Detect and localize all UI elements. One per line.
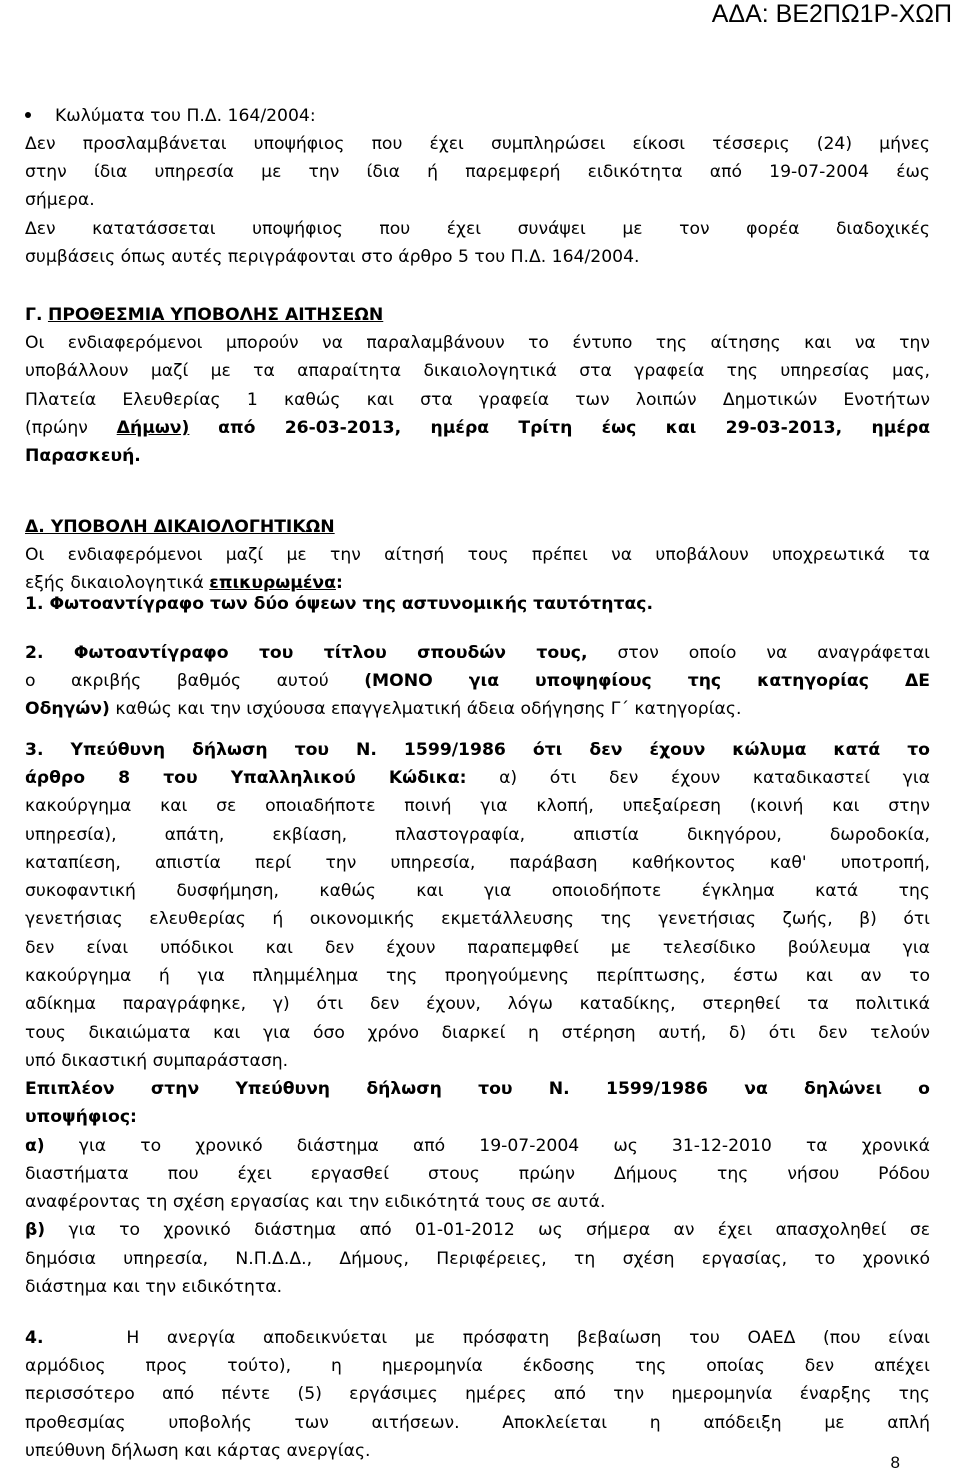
docs-colon: : xyxy=(335,573,343,593)
docs-item-2-bold: Οδηγών) xyxy=(25,699,110,719)
docs-item-3-marker: α) xyxy=(25,1136,45,1156)
deadline-line: Οι ενδιαφερόμενοι μπορούν να παραλαμβάνουν το έντυπο της αίτησης και να την xyxy=(25,333,930,353)
docs-item-4-line: προθεσμίας υποβολής των αιτήσεων. Αποκλείεται η απόδειξη με απλή xyxy=(25,1413,930,1433)
docs-item-3-line: διαστήματα που έχει εργασθεί στους πρώην Δήμους της νήσου Ρόδου xyxy=(25,1164,930,1184)
deadline-line xyxy=(25,441,930,471)
obstacles-line: συμβάσεις όπως αυτές περιγράφονται στο άρθρο 5 του Π.Δ. 164/2004. xyxy=(25,247,640,267)
docs-item-1 xyxy=(25,589,930,619)
deadline-heading xyxy=(25,300,930,330)
deadline-prefix: Γ. xyxy=(25,305,43,325)
docs-item-3-line: δημόσια υπηρεσία, Ν.Π.Δ.Δ., Δήμους, Περιφέρειες, τη σχέση εργασίας, το χρονικό xyxy=(25,1249,930,1269)
docs-item-3-line xyxy=(25,1102,930,1132)
docs-item-3-line: κακούργημα ή για πλημμέλημα της προηγούμενης περίπτωσης, έστω και αν το xyxy=(25,966,930,986)
docs-item-3-line xyxy=(25,1074,930,1104)
docs-item-3-line: υπηρεσία), απάτη, εκβίαση, πλαστογραφία, απιστία δικηγόρου, δωροδοκία, xyxy=(25,825,930,845)
docs-item-4 xyxy=(25,1323,930,1353)
docs-item-4-number: 4. xyxy=(25,1328,44,1348)
docs-text: εξής δικαιολογητικά xyxy=(25,573,204,593)
docs-item-3-line: τους δικαιώματα και για όσο χρόνο διαρκεί η στέρηση αυτή, δ) ότι δεν τελούν xyxy=(25,1023,930,1043)
deadline-line: Πλατεία Ελευθερίας 1 καθώς και στα γραφεία των λοιπών Δημοτικών Ενοτήτων xyxy=(25,390,930,410)
docs-item-3-text: α) ότι δεν έχουν καταδικαστεί για xyxy=(466,768,931,788)
docs-item-3-bold: υποψήφιος: xyxy=(25,1107,137,1127)
docs-item-3-bold: Επιπλέον στην Υπεύθυνη δήλωση του Ν. 1599/1986 να δηλώνει ο xyxy=(25,1079,930,1099)
page-number: 8 xyxy=(890,1453,900,1472)
docs-item-4-line: υπεύθυνη δήλωση και κάρτας ανεργίας. xyxy=(25,1441,371,1461)
obstacles-line: σήμερα. xyxy=(25,190,95,210)
docs-item-2-bold: (ΜΟΝΟ για υποψηφίους της κατηγορίας ΔΕ xyxy=(364,671,930,691)
docs-item-2-text: ο ακριβής βαθμός αυτού xyxy=(25,671,365,691)
docs-item-3-line xyxy=(25,1215,930,1245)
docs-item-4-line: αρμόδιος προς τούτο), η ημερομηνία έκδοσης της οποίας δεν απέχει xyxy=(25,1356,930,1376)
docs-item-3-line: καταπίεση, απιστία περί την υπηρεσία, παράβαση καθήκοντος καθ' υποτροπή, xyxy=(25,853,930,873)
deadline-text: (πρώην xyxy=(25,418,88,438)
docs-item-3 xyxy=(25,735,930,765)
docs-item-2-text: στον οποίο να αναγράφεται xyxy=(587,643,930,663)
docs-item-2-text: καθώς και την ισχύουσα επαγγελματική άδεια οδήγησης Γ΄ κατηγορίας. xyxy=(109,699,742,719)
deadline-line: υποβάλλουν μαζί με τα απαραίτητα δικαιολογητικά στα γραφεία της υπηρεσίας μας, xyxy=(25,361,930,381)
ada-code: ΑΔΑ: ΒΕ2ΠΩ1Ρ-ΧΩΠ xyxy=(711,0,952,28)
docs-item-3-line xyxy=(25,1131,930,1161)
obstacles-title: Κωλύματα του Π.Δ. 164/2004: xyxy=(55,106,316,126)
docs-item-2 xyxy=(25,638,930,668)
docs-item-4-text: Η ανεργία αποδεικνύεται με πρόσφατη βεβαίωση του ΟΑΕΔ (που είναι xyxy=(43,1328,930,1348)
bullet-icon xyxy=(25,112,31,118)
docs-item-2 xyxy=(25,666,930,696)
docs-item-3-line: αδίκημα παραγράφηκε, γ) ότι δεν έχουν, λόγω καταδίκης, στερηθεί τα πολιτικά xyxy=(25,994,930,1014)
obstacles-line: Δεν κατατάσσεται υποψήφιος που έχει συνάψει με τον φορέα διαδοχικές xyxy=(25,219,930,239)
docs-item-3-line: δεν είναι υπόδικοι και δεν έχουν παραπεμφθεί με τελεσίδικο βούλευμα για xyxy=(25,938,930,958)
deadline-title: ΠΡΟΘΕΣΜΙΑ ΥΠΟΒΟΛΗΣ ΑΙΤΗΣΕΩΝ xyxy=(47,305,384,325)
docs-line: Οι ενδιαφερόμενοι μαζί με την αίτησή τους πρέπει να υποβάλουν υποχρεωτικά τα xyxy=(25,545,930,565)
docs-item-3-marker: β) xyxy=(25,1220,46,1240)
deadline-dates: από 26-03-2013, ημέρα Τρίτη έως και 29-03-2013, ημέρα xyxy=(218,418,931,438)
docs-item-3-line: διάστημα και την ειδικότητα. xyxy=(25,1277,283,1297)
deadline-line-dates xyxy=(25,413,930,443)
docs-item-1-text: 1. Φωτοαντίγραφο των δύο όψεων της αστυνομικής ταυτότητας. xyxy=(25,594,653,614)
docs-title: Δ. ΥΠΟΒΟΛΗ ΔΙΚΑΙΟΛΟΓΗΤΙΚΩΝ xyxy=(25,517,335,537)
docs-heading xyxy=(25,512,930,542)
deadline-day: Παρασκευή. xyxy=(25,446,141,466)
docs-item-3-line: υπό δικαστική συμπαράσταση. xyxy=(25,1051,289,1071)
docs-item-3 xyxy=(25,763,930,793)
obstacles-line: Δεν προσλαμβάνεται υποψήφιος που έχει συμπληρώσει είκοσι τέσσερις (24) μήνες xyxy=(25,134,930,154)
docs-item-3-line: αναφέροντας τη σχέση εργασίας και την ειδικότητά τους σε αυτά. xyxy=(25,1192,606,1212)
docs-item-2 xyxy=(25,694,930,724)
docs-certified: επικυρωμένα xyxy=(209,573,336,593)
docs-item-4-line: περισσότερο από πέντε (5) εργάσιμες ημέρες από την ημερομηνία έναρξης της xyxy=(25,1384,930,1404)
deadline-text: Δήμων) xyxy=(116,418,190,438)
docs-item-3-title: 3. Υπεύθυνη δήλωση του Ν. 1599/1986 ότι δεν έχουν κώλυμα κατά το xyxy=(25,740,930,760)
docs-item-3-line: γενετήσιας ελευθερίας ή οικονομικής εκμετάλλευσης της γενετήσιας ζωής, β) ότι xyxy=(25,909,930,929)
docs-item-3-text: για το χρονικό διάστημα από 01-01-2012 ως σήμερα αν έχει απασχοληθεί σε xyxy=(45,1220,930,1240)
docs-item-2-title: 2. Φωτοαντίγραφο του τίτλου σπουδών τους, xyxy=(25,643,588,663)
obstacles-line: στην ίδια υπηρεσία με την ίδια ή παρεμφερή ειδικότητα από 19-07-2004 έως xyxy=(25,162,930,182)
docs-item-3-line: κακούργημα και σε οποιαδήποτε ποινή για κλοπή, υπεξαίρεση (κοινή και στην xyxy=(25,796,930,816)
docs-item-3-bold: άρθρο 8 του Υπαλληλικού Κώδικα: xyxy=(25,768,467,788)
docs-item-3-line: συκοφαντική δυσφήμηση, καθώς και για οποιοδήποτε έγκλημα κατά της xyxy=(25,881,930,901)
docs-item-3-text: για το χρονικό διάστημα από 19-07-2004 ως 31-12-2010 τα χρονικά xyxy=(44,1136,930,1156)
